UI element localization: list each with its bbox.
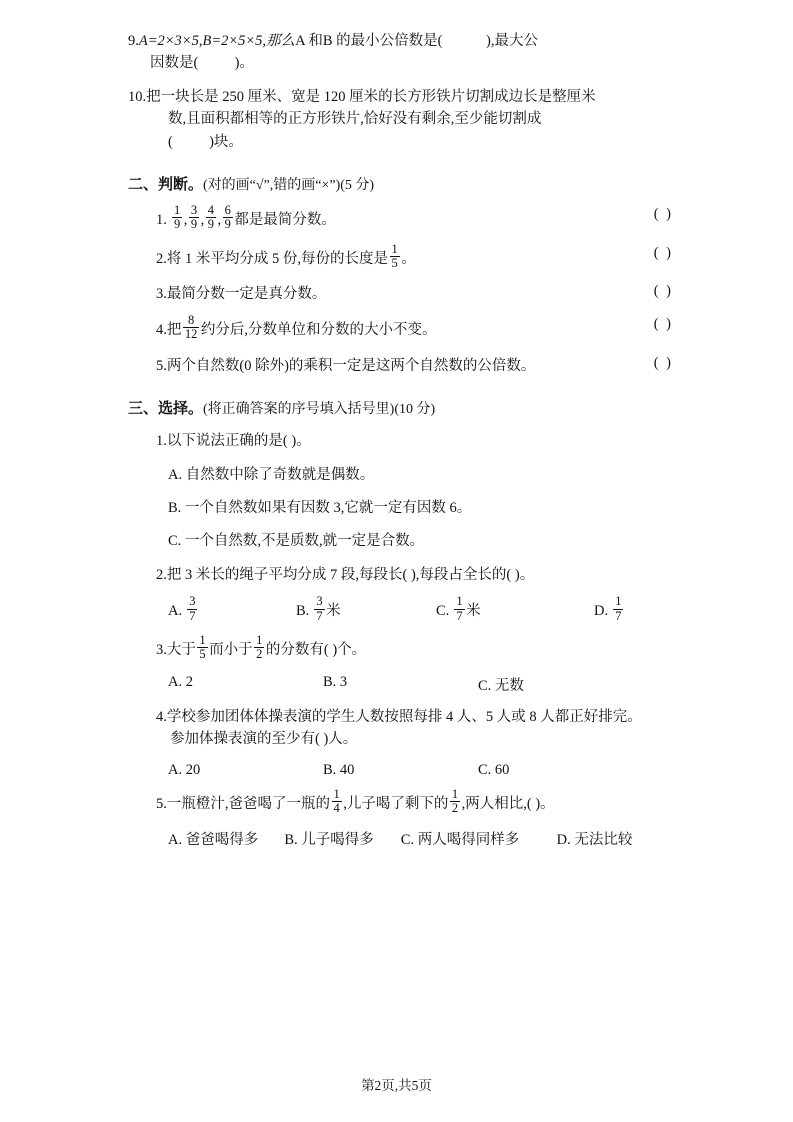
choice-question-5-mid: ,儿子喝了剩下的 [343,795,449,812]
choice-question-4-option-c[interactable]: C. 60 [478,761,510,778]
question-9-text-d: B 的最小公倍数是( [322,33,443,49]
question-9-cont-tail: )。 [234,55,254,72]
judge-item-2-post: 。 [401,250,416,267]
judge-answer-bracket-3[interactable]: ( ) [653,282,673,299]
question-9-text-e: ),最大公 [485,33,538,49]
choice-question-5-pre: 一瓶橙汁,爸爸喝了一瓶的 [166,795,330,812]
choice-question-5-option-a[interactable]: A. 爸爸喝得多 [168,832,259,849]
question-10-blank-open: ( [168,133,173,150]
option-a-label: A. [168,603,183,620]
choice-question-3-option-a[interactable]: A. 2 [168,673,193,690]
choice-question-3 [128,632,673,663]
fraction-1-2-q5: $\frac{1}{2}$ [451,786,459,815]
option-b-label: B. [296,603,310,620]
fraction-1-5-q3: $\frac{1}{5}$ [199,632,206,661]
choice-question-2-number: 2. [156,566,167,583]
fraction-1-5: $\frac{1}{5}$ [391,241,398,270]
judge-item-3-number: 3. [156,285,167,302]
choice-question-5-post: ,两人相比,( )。 [461,795,555,812]
fraction-8-12: $\frac{8}{12}$ [184,313,198,342]
question-9-cont: 因数是( [150,55,199,72]
judge-answer-bracket-4[interactable]: ( ) [653,316,673,333]
question-10-text2: 数,且面积都相等的正方形铁片,恰好没有剩余,至少能切割成 [168,111,542,128]
judge-item-2 [128,241,673,272]
choice-question-2-option-d[interactable] [594,594,625,624]
choice-question-4 [128,706,673,751]
choice-question-1-option-b[interactable] [128,497,673,519]
fraction-1-7-d: $\frac{1}{7}$ [615,594,622,623]
choice-question-1-number: 1. [156,433,167,450]
choice-question-3-option-b[interactable]: B. 3 [323,673,348,690]
question-10-number: 10. [128,88,147,105]
option-a-text: A. 自然数中除了奇数就是偶数。 [168,466,375,483]
section-three-title: 三、选择。 [128,399,204,418]
option-c-text: C. 一个自然数,不是质数,就一定是合数。 [168,533,425,550]
fraction-1-9: $\frac{1}{9}$ [174,203,181,232]
fraction-3-7-a: $\frac{3}{7}$ [189,594,196,623]
question-9-line1 [128,30,673,52]
fraction-6-9: $\frac{6}{9}$ [224,203,231,232]
judge-item-2-number: 2. [156,250,167,267]
judge-item-4-post: 约分后,分数单位和分数的大小不变。 [200,322,437,339]
judge-item-5-number: 5. [156,357,167,374]
judge-item-4-pre: 把 [166,322,182,339]
choice-question-2-option-b[interactable] [296,594,436,624]
judge-item-1-text: 都是最简分数。 [234,212,336,229]
question-9 [128,30,673,75]
section-three-subtitle: (将正确答案的序号填入括号里)(10 分) [203,402,436,418]
choice-question-4-option-a[interactable]: A. 20 [168,761,201,778]
choice-question-4-options [128,762,673,779]
choice-question-3-mid: 而小于 [209,641,253,658]
fraction-4-9: $\frac{4}{9}$ [207,203,214,232]
option-b-unit: 米 [326,603,341,620]
choice-question-3-number: 3. [156,641,167,658]
question-10-blank-close: )块。 [209,133,243,150]
fraction-1-2-q3: $\frac{1}{2}$ [256,632,263,661]
question-10-line2 [128,108,673,130]
option-b-text: B. 一个自然数如果有因数 3,它就一定有因数 6。 [168,499,472,516]
choice-question-4-line1: 学校参加团体体操表演的学生人数按照每排 4 人、5 人或 8 人都正好排完。 [166,708,642,725]
question-10 [128,86,673,153]
judge-item-1: 1. $\frac{1}{9}$ , $\frac{3}{9}$ , $\frac{4}{9}$ , $\frac{6}{9}$ 都是最简分数。 ( ) [156,203,673,232]
option-c-unit: 米 [466,603,481,620]
exam-body [128,30,673,860]
judge-item-5-text: 两个自然数(0 除外)的乘积一定是这两个自然数的公倍数。 [166,357,536,374]
option-d-label: D. [594,603,609,620]
choice-question-1 [128,430,673,452]
choice-question-5-number: 5. [156,795,167,812]
judge-answer-bracket-1[interactable]: ( ) [653,206,673,223]
choice-question-2-option-a[interactable] [168,594,296,624]
choice-question-4-option-b[interactable]: B. 40 [323,761,355,778]
judge-answer-bracket-2[interactable]: ( ) [653,244,673,261]
choice-question-3-post: 的分数有( )个。 [265,641,367,658]
option-c-label: C. [436,603,450,620]
question-10-text1: 把一块长是 250 厘米、宽是 120 厘米的长方形铁片切割成边长是整厘米 [146,88,596,105]
section-two-title: 二、判断。 [128,175,204,194]
choice-question-4-line2: 参加体操表演的至少有( )人。 [170,731,358,748]
question-10-line1 [128,86,673,108]
choice-question-2 [128,564,673,586]
question-10-line3 [128,131,673,153]
fraction-3-7-b: $\frac{3}{7}$ [316,594,323,623]
choice-question-2-option-c[interactable] [436,594,594,624]
choice-question-1-option-c[interactable] [128,530,673,552]
judge-item-3-text: 最简分数一定是真分数。 [166,285,327,302]
choice-question-3-pre: 大于 [166,641,196,658]
choice-question-1-option-a[interactable] [128,464,673,486]
section-two-subtitle: (对的画“√”,错的画“×”)(5 分) [203,178,375,194]
judge-item-4 [128,313,673,343]
choice-question-5-option-d[interactable]: D. 无法比较 [556,832,633,849]
judge-item-5 [128,355,673,377]
question-9-text-c: A 和 [295,33,323,49]
judge-item-4-number: 4. [156,322,167,339]
page-footer: 第2页,共5页 [361,1078,432,1093]
choice-question-5 [128,786,673,817]
judge-item-2-pre: 将 1 米平均分成 5 份,每份的长度是 [166,250,388,267]
judge-item-3 [128,283,673,305]
choice-question-5-options [128,828,673,849]
judge-answer-bracket-5[interactable]: ( ) [653,354,673,371]
question-9-line2 [128,52,673,74]
fraction-3-9: $\frac{3}{9}$ [190,203,198,232]
question-9-number: 9. [128,33,139,49]
choice-question-5-option-b[interactable]: B. 儿子喝得多 [284,832,374,849]
question-9-text-b: B=2×5×5,那么 [202,33,296,49]
choice-question-1-stem: 以下说法正确的是( )。 [166,433,311,450]
choice-question-3-option-c[interactable]: C. 无数 [478,677,524,694]
section-three-heading [128,397,673,418]
section-two-heading [128,173,673,194]
choice-question-3-options [128,674,673,695]
choice-question-5-option-c[interactable]: C. 两人喝得同样多 [400,832,520,849]
fraction-1-4-q5: $\frac{1}{4}$ [333,786,340,815]
choice-question-2-options [128,594,673,624]
judge-item-1-number: 1. [156,212,167,229]
fraction-1-7-c: $\frac{1}{7}$ [456,594,463,623]
question-9-text-a: A=2×3×5, [138,33,203,49]
choice-question-4-number: 4. [156,708,167,725]
choice-question-2-stem: 把 3 米长的绳子平均分成 7 段,每段长( ),每段占全长的( )。 [166,566,535,583]
